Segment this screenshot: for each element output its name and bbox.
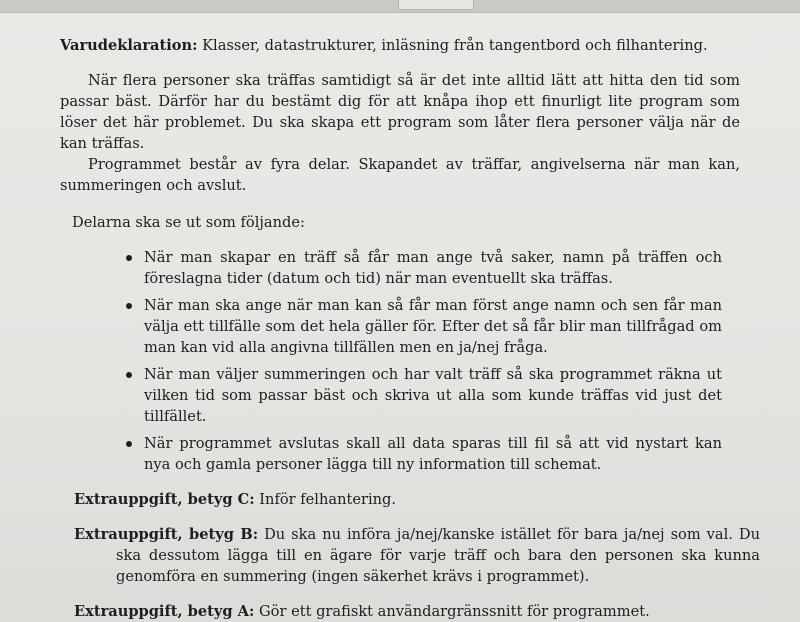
list-item — [126, 364, 722, 427]
extra-task-text: Gör ett grafiskt användargränssnitt för programmet. — [259, 603, 650, 620]
extra-task-b — [74, 524, 760, 587]
extra-task-a — [74, 601, 760, 622]
window-top-edge — [0, 0, 800, 13]
parts-list — [126, 247, 722, 475]
extra-task-label: Extrauppgift, betyg B: — [74, 526, 259, 543]
paragraph-2: Programmet består av fyra delar. Skapandet av träffar, angivelserna när man kan, summeringen och avslut. — [60, 156, 740, 194]
list-item — [126, 247, 722, 289]
list-item — [126, 295, 722, 358]
document-content — [60, 35, 761, 622]
bullet-icon — [126, 441, 132, 447]
extra-task-text: Inför felhantering. — [259, 491, 396, 508]
document-title — [60, 35, 740, 56]
title-label: Varudeklaration: — [60, 37, 198, 54]
bullet-icon — [126, 303, 132, 309]
title-text: Klasser, datastrukturer, inläsning från tangentbord och filhantering. — [202, 37, 708, 54]
list-item-text: När programmet avslutas skall all data sparas till fil så att vid nystart kan nya och gamla personer lägga till ny information till schemat. — [144, 435, 722, 473]
top-tab[interactable] — [398, 0, 474, 10]
bullet-icon — [126, 372, 132, 378]
extra-task-label: Extrauppgift, betyg A: — [74, 603, 255, 620]
extra-task-c — [74, 489, 760, 510]
document-page — [0, 13, 800, 620]
list-intro: Delarna ska se ut som följande: — [72, 214, 305, 231]
list-item-text: När man ska ange när man kan så får man först ange namn och sen får man välja ett tillfälle som det hela gäller för. Efter det så får blir man tillfrågad om man kan vid alla angivna tillfällen men en ja/nej fråga. — [144, 297, 722, 356]
extra-task-label: Extrauppgift, betyg C: — [74, 491, 255, 508]
paragraph-1: När flera personer ska träffas samtidigt så är det inte alltid lätt att hitta den tid som passar bäst. Därför har du bestämt dig för att knåpa ihop ett finurligt lite program som löser det här problemet. Du ska skapa ett program som låter flera personer välja när de kan träffas. — [60, 72, 740, 152]
list-item — [126, 433, 722, 475]
list-item-text: När man skapar en träff så får man ange två saker, namn på träffen och föreslagna tider (datum och tid) när man eventuellt ska träffas. — [144, 249, 722, 287]
extra-task-text: Du ska nu införa ja/nej/kanske istället för bara ja/nej som val. Du ska dessutom lägga till en ägare för varje träff och bara den personen ska kunna genomföra en summering (ingen säkerhet krävs i programmet). — [116, 526, 761, 585]
list-item-text: När man väljer summeringen och har valt träff så ska programmet räkna ut vilken tid som passar bäst och skriva ut alla som kunde träffas vid just det tillfället. — [144, 366, 722, 425]
bullet-icon — [126, 255, 132, 261]
